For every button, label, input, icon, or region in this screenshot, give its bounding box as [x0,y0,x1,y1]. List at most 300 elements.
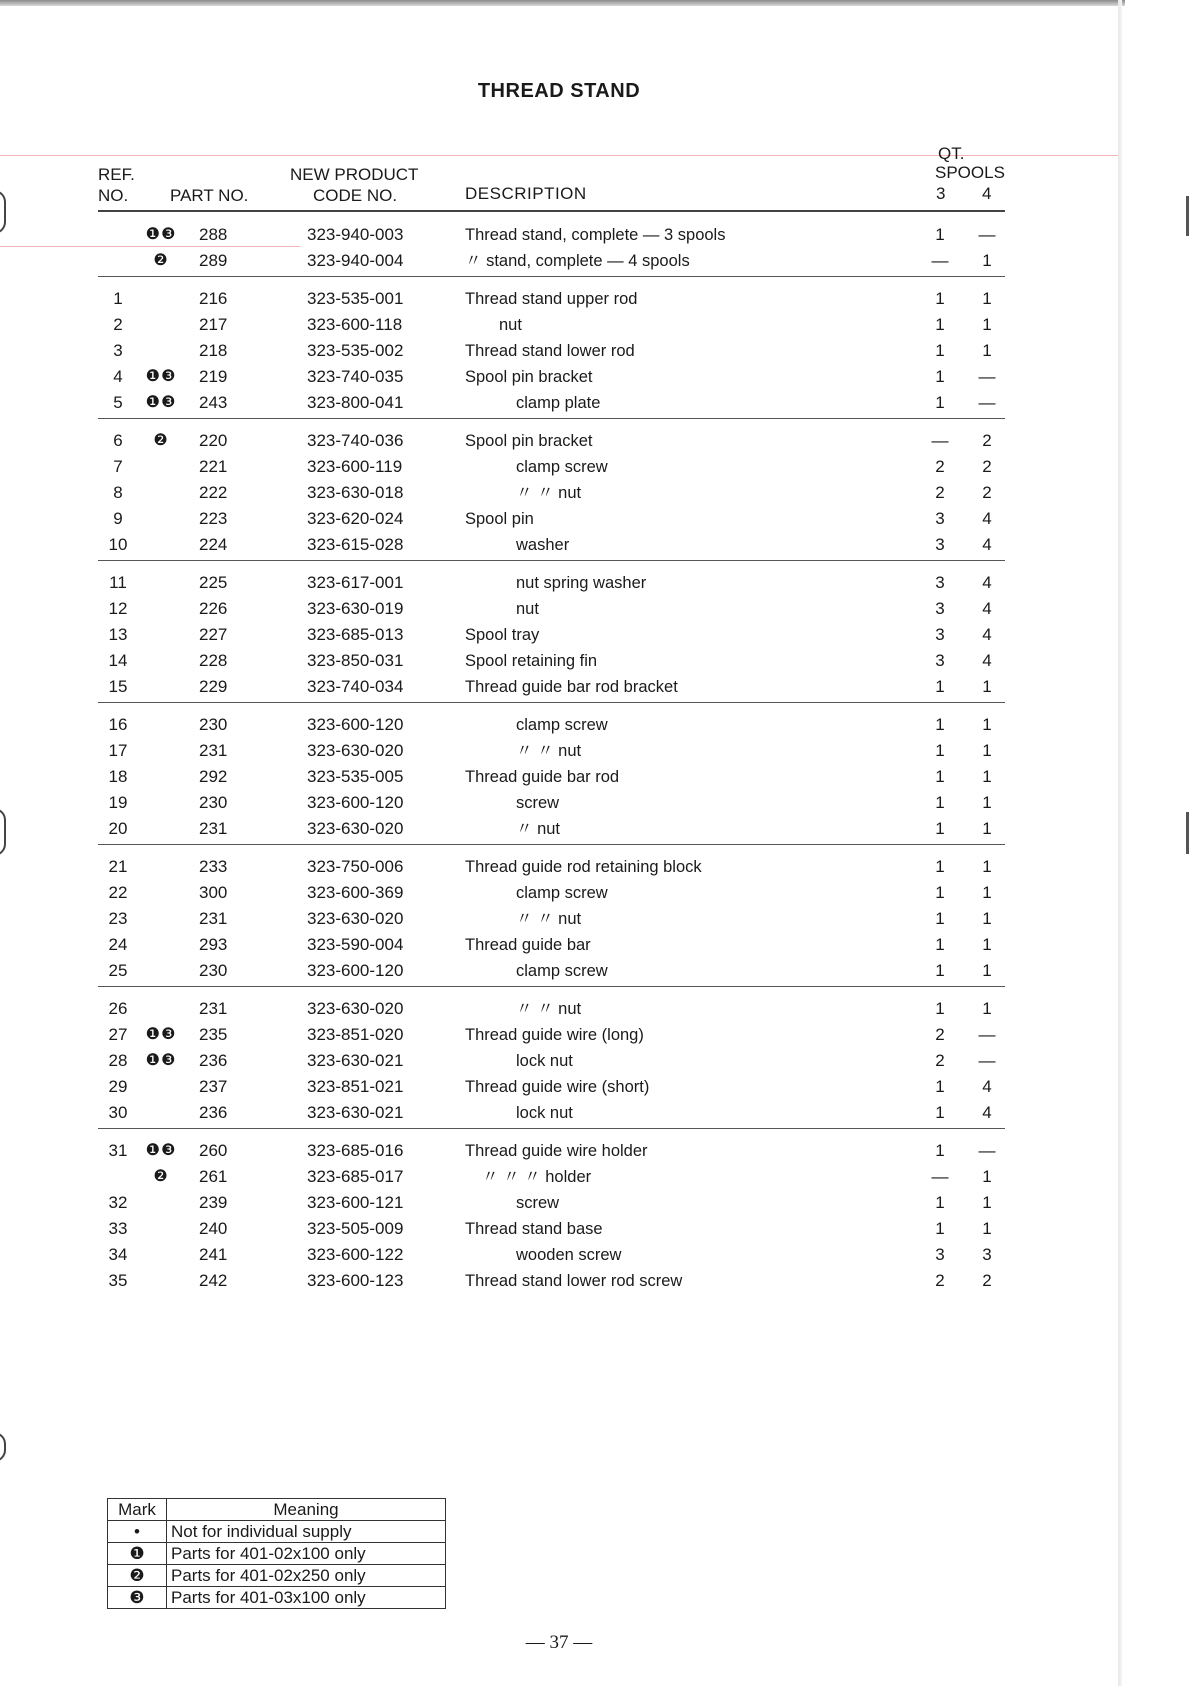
supply-mark: ❶❸ [145,1142,177,1159]
supply-mark: ❷ [153,432,169,449]
qty-4-spools: 1 [982,677,992,696]
table-row [0,1268,1118,1294]
edge-tick-mark [1186,812,1189,854]
part-description: Thread guide rod retaining block [465,858,702,876]
qty-4-spools: 4 [982,1103,992,1122]
qty-3-spools: 1 [935,741,945,760]
part-description: 〃 〃 nut [516,1000,582,1018]
part-number: 260 [199,1141,228,1160]
part-description: clamp screw [516,884,608,902]
part-description: lock nut [516,1052,573,1070]
product-code: 323-630-020 [307,819,404,838]
product-code: 323-851-021 [307,1077,404,1096]
qty-3-spools: 1 [935,999,945,1018]
product-code: 323-850-031 [307,651,404,670]
ref-number: 28 [108,1051,128,1070]
table-row [0,816,1118,842]
supply-mark: ❶❸ [145,1052,177,1069]
product-code: 323-940-004 [307,251,404,270]
table-row [0,248,1118,274]
qty-3-spools: 1 [935,315,945,334]
ref-number: 29 [108,1077,128,1096]
ref-number: 35 [108,1271,128,1290]
part-number: 223 [199,509,228,528]
header-description: DESCRIPTION [465,184,587,203]
ref-number: 23 [108,909,128,928]
header-code-line2: CODE NO. [313,186,398,205]
ref-number: 1 [113,289,123,308]
part-description: Thread guide wire (long) [465,1026,644,1044]
ref-number: 9 [113,509,123,528]
qty-3-spools: 2 [935,457,945,476]
qty-3-spools: 1 [935,767,945,786]
part-description: Thread guide bar [465,936,591,954]
qty-4-spools: 1 [982,741,992,760]
qty-3-spools: 3 [935,599,945,618]
header-qty-4: 4 [982,184,992,203]
part-description: Spool tray [465,626,540,644]
ref-number: 27 [108,1025,128,1044]
qty-3-spools: 1 [935,935,945,954]
table-row [0,906,1118,932]
qty-4-spools: 1 [982,1167,992,1186]
part-description: Thread stand upper rod [465,290,638,308]
header-ref-line2: NO. [98,186,129,205]
table-row [0,996,1118,1022]
part-number: 222 [199,483,228,502]
part-number: 288 [199,225,228,244]
supply-mark: ❶❸ [145,394,177,411]
table-row [0,532,1118,558]
qty-4-spools: 2 [982,483,992,502]
part-description: Thread stand, complete — 3 spools [465,226,726,244]
qty-3-spools: 1 [935,1141,945,1160]
legend-header-row [108,1499,446,1521]
legend-row [108,1587,446,1609]
header-part-no: PART NO. [170,186,249,205]
qty-4-spools: 2 [982,431,992,450]
product-code: 323-600-120 [307,715,404,734]
header-spools: SPOOLS [935,163,1005,182]
part-description: nut spring washer [516,574,647,592]
supply-mark: ❷ [153,1168,169,1185]
part-number: 230 [199,793,228,812]
part-number: 300 [199,883,228,902]
part-description: 〃 stand, complete — 4 spools [465,252,690,270]
product-code: 323-600-120 [307,961,404,980]
qty-3-spools: 3 [935,535,945,554]
qty-4-spools: 1 [982,1193,992,1212]
legend-mark: • [108,1521,167,1543]
part-description: Thread stand lower rod [465,342,635,360]
qty-3-spools: — [931,251,949,270]
product-code: 323-600-120 [307,793,404,812]
product-code: 323-505-009 [307,1219,404,1238]
part-description: Thread stand lower rod screw [465,1272,683,1290]
group-divider [98,276,1005,277]
qty-4-spools: 4 [982,535,992,554]
qty-3-spools: 1 [935,715,945,734]
product-code: 323-600-118 [307,315,403,334]
product-code: 323-940-003 [307,225,404,244]
ref-number: 26 [108,999,128,1018]
qty-3-spools: — [931,431,949,450]
part-number: 289 [199,251,228,270]
qty-4-spools: 1 [982,1219,992,1238]
qty-3-spools: 3 [935,1245,945,1264]
ref-number: 30 [108,1103,128,1122]
table-row [0,738,1118,764]
qty-4-spools: 1 [982,819,992,838]
part-number: 218 [199,341,228,360]
qty-3-spools: 1 [935,961,945,980]
product-code: 323-620-024 [307,509,404,528]
scan-page-edge [1118,0,1122,1686]
product-code: 323-535-005 [307,767,404,786]
part-description: Spool retaining fin [465,652,598,670]
part-number: 293 [199,935,228,954]
qty-4-spools: 1 [982,793,992,812]
ref-number: 21 [108,857,128,876]
part-number: 231 [199,819,228,838]
part-number: 231 [199,741,228,760]
qty-4-spools: — [978,225,996,244]
ref-number: 8 [113,483,123,502]
table-row [0,428,1118,454]
part-number: 217 [199,315,228,334]
ref-number: 31 [108,1141,128,1160]
qty-3-spools: 2 [935,1025,945,1044]
qty-3-spools: 3 [935,509,945,528]
table-row [0,854,1118,880]
qty-4-spools: 1 [982,289,992,308]
ref-number: 15 [108,677,128,696]
ref-number: 5 [113,393,123,412]
part-description: screw [516,794,560,812]
table-row [0,880,1118,906]
qty-3-spools: 1 [935,793,945,812]
table-row [0,1022,1118,1048]
ref-number: 14 [108,651,128,670]
product-code: 323-685-016 [307,1141,404,1160]
qty-3-spools: 1 [935,289,945,308]
qty-3-spools: 3 [935,651,945,670]
legend-row [108,1543,446,1565]
qty-3-spools: 1 [935,367,945,386]
ref-number: 2 [113,315,123,334]
ref-number: 19 [108,793,128,812]
qty-4-spools: 1 [982,883,992,902]
qty-4-spools: 1 [982,315,992,334]
product-code: 323-590-004 [307,935,404,954]
product-code: 323-600-119 [307,457,403,476]
part-number: 236 [199,1103,228,1122]
part-description: washer [516,536,570,554]
table-row [0,1048,1118,1074]
qty-3-spools: 1 [935,393,945,412]
table-row [0,454,1118,480]
part-description: 〃 〃 nut [516,910,582,928]
product-code: 323-740-036 [307,431,404,450]
product-code: 323-615-028 [307,535,404,554]
qty-4-spools: 1 [982,961,992,980]
ref-number: 33 [108,1219,128,1238]
qty-4-spools: 1 [982,767,992,786]
product-code: 323-685-013 [307,625,404,644]
table-row [0,286,1118,312]
qty-4-spools: 1 [982,935,992,954]
part-description: Thread guide wire (short) [465,1078,650,1096]
qty-4-spools: 4 [982,651,992,670]
supply-mark: ❶❸ [145,226,177,243]
part-description: Thread guide wire holder [465,1142,648,1160]
part-description: nut [499,316,522,334]
part-description: Thread guide bar rod [465,768,620,786]
product-code: 323-600-369 [307,883,404,902]
product-code: 323-535-001 [307,289,404,308]
table-row [0,570,1118,596]
part-number: 225 [199,573,228,592]
ref-number: 17 [108,741,128,760]
product-code: 323-630-021 [307,1051,404,1070]
ref-number: 22 [108,883,128,902]
ref-number: 7 [113,457,123,476]
group-divider [98,560,1005,561]
qty-4-spools: 1 [982,341,992,360]
part-description: screw [516,1194,560,1212]
ref-number: 34 [108,1245,128,1264]
ref-number: 20 [108,819,128,838]
qty-4-spools: 4 [982,625,992,644]
part-description: lock nut [516,1104,573,1122]
part-number: 261 [199,1167,228,1186]
part-number: 226 [199,599,228,618]
part-number: 236 [199,1051,228,1070]
part-number: 231 [199,909,228,928]
qty-3-spools: 2 [935,1051,945,1070]
table-row [0,364,1118,390]
table-row [0,312,1118,338]
ref-number: 6 [113,431,123,450]
qty-4-spools: 1 [982,251,992,270]
part-description: Thread guide bar rod bracket [465,678,678,696]
table-row [0,674,1118,700]
header-qt: QT. [938,144,965,163]
supply-mark: ❷ [153,252,169,269]
table-row [0,390,1118,416]
legend-meaning: Parts for 401-02x100 only [167,1543,446,1565]
qty-3-spools: 1 [935,1193,945,1212]
part-number: 237 [199,1077,228,1096]
qty-4-spools: — [978,1141,996,1160]
supply-mark: ❶❸ [145,1026,177,1043]
table-row [0,338,1118,364]
binder-hole-mark [0,1432,6,1462]
qty-4-spools: — [978,1025,996,1044]
table-row [0,1138,1118,1164]
qty-4-spools: 4 [982,599,992,618]
ref-number: 24 [108,935,128,954]
ref-number: 32 [108,1193,128,1212]
part-description: 〃 〃 〃 holder [482,1168,592,1186]
part-number: 231 [199,999,228,1018]
header-ref-line1: REF. [98,165,135,184]
part-number: 241 [199,1245,228,1264]
ref-number: 18 [108,767,128,786]
table-row [0,764,1118,790]
product-code: 323-740-035 [307,367,404,386]
scan-top-edge [0,0,1125,6]
product-code: 323-617-001 [307,573,404,592]
part-number: 242 [199,1271,228,1290]
part-number: 221 [199,457,228,476]
legend-row [108,1565,446,1587]
qty-4-spools: — [978,1051,996,1070]
qty-4-spools: 1 [982,999,992,1018]
qty-3-spools: 1 [935,225,945,244]
ref-number: 12 [108,599,128,618]
legend-row [108,1521,446,1543]
table-row [0,648,1118,674]
product-code: 323-630-020 [307,999,404,1018]
legend-head-meaning: Meaning [167,1499,446,1521]
part-number: 292 [199,767,228,786]
part-description: Spool pin bracket [465,432,593,450]
qty-4-spools: 3 [982,1245,992,1264]
edge-tick-mark [1186,196,1189,236]
part-number: 239 [199,1193,228,1212]
part-description: 〃 〃 nut [516,484,582,502]
part-number: 240 [199,1219,228,1238]
qty-4-spools: — [978,367,996,386]
qty-3-spools: 3 [935,625,945,644]
qty-4-spools: 4 [982,573,992,592]
page-title: THREAD STAND [477,80,641,102]
part-description: wooden screw [516,1246,622,1264]
group-divider [98,418,1005,419]
group-divider [98,986,1005,987]
part-description: clamp screw [516,962,608,980]
part-description: 〃 〃 nut [516,742,582,760]
group-divider [98,210,1005,212]
part-number: 220 [199,431,228,450]
table-row [0,596,1118,622]
ref-number: 3 [113,341,123,360]
qty-4-spools: 1 [982,857,992,876]
qty-3-spools: 1 [935,341,945,360]
ref-number: 16 [108,715,128,734]
table-row [0,1242,1118,1268]
part-number: 233 [199,857,228,876]
ref-number: 4 [113,367,123,386]
legend-meaning: Parts for 401-02x250 only [167,1565,446,1587]
ref-number: 25 [108,961,128,980]
product-code: 323-600-122 [307,1245,404,1264]
ref-number: 11 [109,573,127,592]
product-code: 323-600-121 [307,1193,404,1212]
table-row [0,1164,1118,1190]
qty-3-spools: 2 [935,483,945,502]
qty-4-spools: 4 [982,509,992,528]
table-row [0,506,1118,532]
header-code-line1: NEW PRODUCT [290,165,419,184]
product-code: 323-600-123 [307,1271,404,1290]
qty-3-spools: 1 [935,909,945,928]
product-code: 323-630-019 [307,599,404,618]
part-number: 243 [199,393,228,412]
table-row [0,1100,1118,1126]
product-code: 323-740-034 [307,677,404,696]
qty-3-spools: 1 [935,819,945,838]
table-row [0,622,1118,648]
product-code: 323-630-021 [307,1103,404,1122]
part-description: Spool pin bracket [465,368,593,386]
product-code: 323-851-020 [307,1025,404,1044]
table-row [0,790,1118,816]
part-description: clamp screw [516,458,608,476]
part-number: 229 [199,677,228,696]
part-description: nut [516,600,539,618]
legend-head-mark: Mark [108,1499,167,1521]
table-row [0,222,1118,248]
legend-mark: ❷ [108,1565,167,1587]
qty-3-spools: 1 [935,1103,945,1122]
table-row [0,958,1118,984]
table-row [0,1216,1118,1242]
part-description: Spool pin [465,510,534,528]
product-code: 323-800-041 [307,393,404,412]
product-code: 323-750-006 [307,857,404,876]
product-code: 323-630-018 [307,483,404,502]
ref-number: 13 [108,625,128,644]
qty-3-spools: 2 [935,1271,945,1290]
legend-meaning: Not for individual supply [167,1521,446,1543]
part-description: clamp plate [516,394,601,412]
part-number: 235 [199,1025,228,1044]
header-qty-3: 3 [936,184,946,203]
table-row [0,480,1118,506]
table-row [0,1074,1118,1100]
group-divider [98,702,1005,703]
part-description: Thread stand base [465,1220,603,1238]
legend-meaning: Parts for 401-03x100 only [167,1587,446,1609]
part-number: 216 [199,289,228,308]
table-row [0,1190,1118,1216]
part-number: 230 [199,961,228,980]
product-code: 323-535-002 [307,341,404,360]
part-description: clamp screw [516,716,608,734]
page-number: — 37 — [525,1632,593,1653]
ref-number: 10 [108,535,128,554]
product-code: 323-685-017 [307,1167,404,1186]
table-row [0,932,1118,958]
part-description: 〃 nut [516,820,561,838]
group-divider [98,844,1005,845]
qty-4-spools: — [978,393,996,412]
group-divider [98,1128,1005,1129]
qty-4-spools: 1 [982,909,992,928]
qty-3-spools: 1 [935,677,945,696]
part-number: 228 [199,651,228,670]
supply-mark: ❶❸ [145,368,177,385]
qty-3-spools: 1 [935,1219,945,1238]
qty-4-spools: 2 [982,457,992,476]
part-number: 219 [199,367,228,386]
legend-mark: ❶ [108,1543,167,1565]
part-number: 230 [199,715,228,734]
legend-mark: ❸ [108,1587,167,1609]
qty-3-spools: — [931,1167,949,1186]
